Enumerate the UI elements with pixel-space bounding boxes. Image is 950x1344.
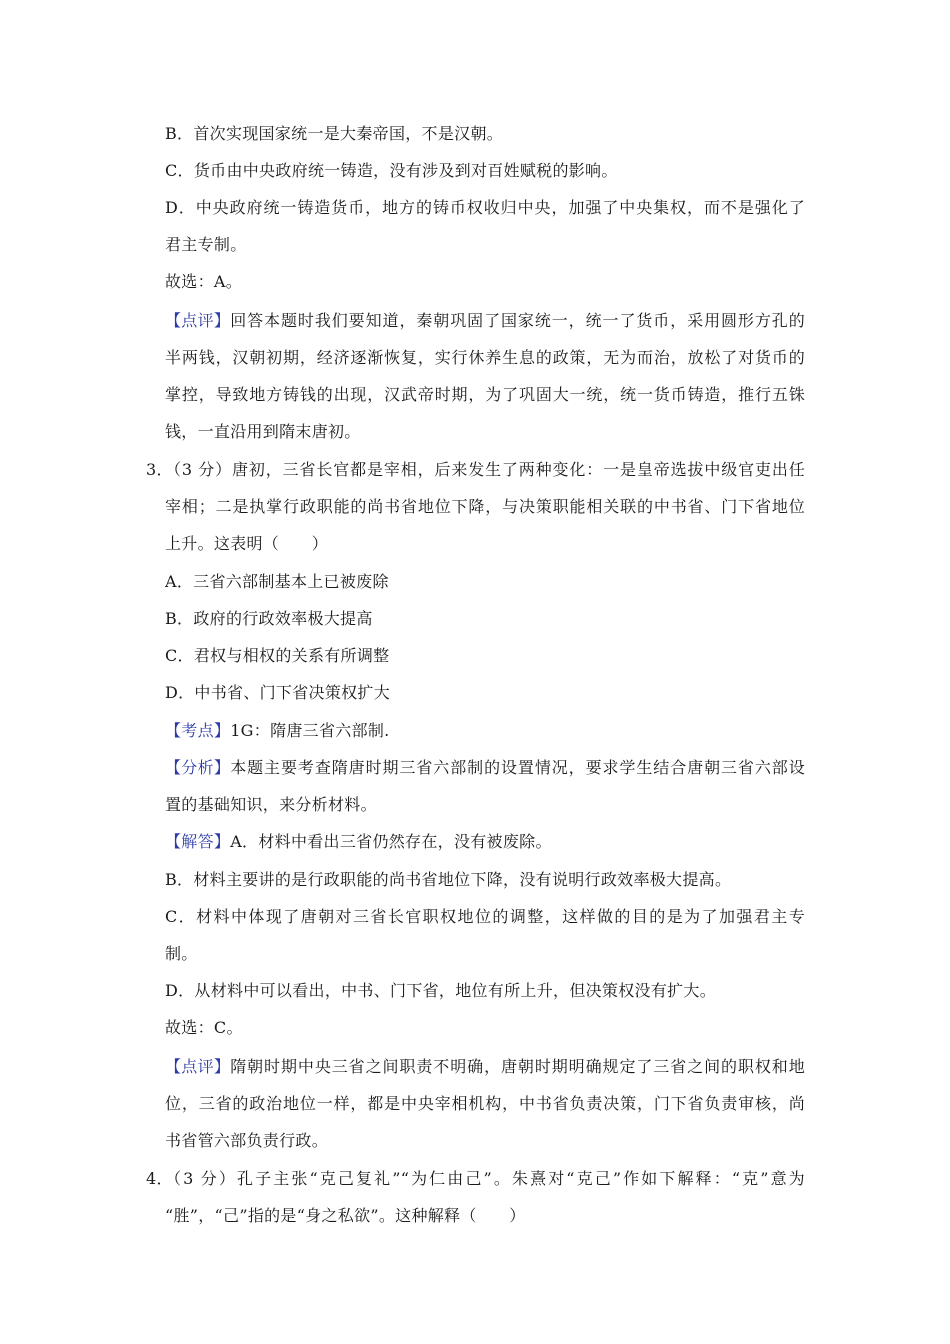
question-4-number: 4． (146, 1169, 173, 1188)
analysis-line (165, 756, 805, 780)
review-text: 隋朝时期中央三省之间职责不明确，唐朝时期明确规定了三省之间的职权和地 (230, 1057, 805, 1076)
review-paragraph-line: 钱，一直沿用到隋末唐初。 (165, 422, 361, 441)
solution-option-d: D．从材料中可以看出，中书、门下省，地位有所上升，但决策权没有扩大。 (165, 981, 717, 1000)
analysis-tag: 【分析】 (165, 758, 231, 777)
knowledge-point-text: 1G：隋唐三省六部制. (230, 721, 390, 740)
knowledge-point-tag: 【考点】 (165, 721, 231, 740)
question-4-stem: （3 分）孔子主张“克己复礼”“为仁由己”。朱熹对“克己”作如下解释：“克”意为 (165, 1169, 805, 1188)
review-tag: 【点评】 (165, 311, 231, 330)
answer-choice: 故选：A。 (165, 272, 243, 291)
review-paragraph-line: 书省管六部负责行政。 (165, 1131, 329, 1150)
question-3-option-d: D．中书省、门下省决策权扩大 (165, 683, 391, 702)
solution-option-b: B．材料主要讲的是行政职能的尚书省地位下降，没有说明行政效率极大提高。 (165, 870, 732, 889)
option-d-explanation: D．中央政府统一铸造货币，地方的铸币权收归中央，加强了中央集权，而不是强化了 (165, 198, 805, 217)
review-paragraph-line: 掌控，导致地方铸钱的出现，汉武帝时期，为了巩固大一统，统一货币铸造，推行五铢 (165, 385, 805, 404)
question-3-number: 3． (146, 460, 173, 479)
question-4-stem: “胜”，“己”指的是“身之私欲”。这种解释（ ） (165, 1206, 526, 1225)
question-3-stem: 宰相；二是执掌行政职能的尚书省地位下降，与决策职能相关联的中书省、门下省地位 (165, 497, 805, 516)
solution-text: A．材料中看出三省仍然存在，没有被废除。 (230, 832, 552, 851)
question-3-option-c: C．君权与相权的关系有所调整 (165, 646, 390, 665)
analysis-text: 本题主要考查隋唐时期三省六部制的设置情况，要求学生结合唐朝三省六部设 (230, 758, 805, 777)
solution-option-c: C．材料中体现了唐朝对三省长官职权地位的调整，这样做的目的是为了加强君主专 (165, 907, 805, 926)
solution-tag: 【解答】 (165, 832, 231, 851)
review-paragraph-line: 位，三省的政治地位一样，都是中央宰相机构，中书省负责决策，门下省负责审核，尚 (165, 1094, 805, 1113)
review-text: 回答本题时我们要知道，秦朝巩固了国家统一，统一了货币，采用圆形方孔的 (230, 311, 805, 330)
answer-choice: 故选：C。 (165, 1018, 243, 1037)
question-3-stem: 上升。这表明（ ） (165, 534, 329, 553)
question-3-stem: （3 分）唐初，三省长官都是宰相，后来发生了两种变化：一是皇帝选拔中级官吏出任 (165, 460, 805, 479)
option-c-explanation: C．货币由中央政府统一铸造，没有涉及到对百姓赋税的影响。 (165, 161, 618, 180)
question-3-option-b: B．政府的行政效率极大提高 (165, 609, 373, 628)
review-paragraph-line (165, 1055, 805, 1079)
question-3-option-a: A．三省六部制基本上已被废除 (165, 572, 389, 591)
review-tag: 【点评】 (165, 1057, 231, 1076)
solution-line (165, 830, 552, 854)
analysis-line-cont: 置的基础知识，来分析材料。 (165, 795, 377, 814)
option-b-explanation: B．首次实现国家统一是大秦帝国，不是汉朝。 (165, 124, 504, 143)
review-paragraph-line: 半两钱，汉朝初期，经济逐渐恢复，实行休养生息的政策，无为而治，放松了对货币的 (165, 348, 805, 367)
review-paragraph-line (165, 309, 805, 333)
solution-option-c-cont: 制。 (165, 944, 198, 963)
knowledge-point-line (165, 719, 390, 743)
option-d-explanation-cont: 君主专制。 (165, 235, 247, 254)
